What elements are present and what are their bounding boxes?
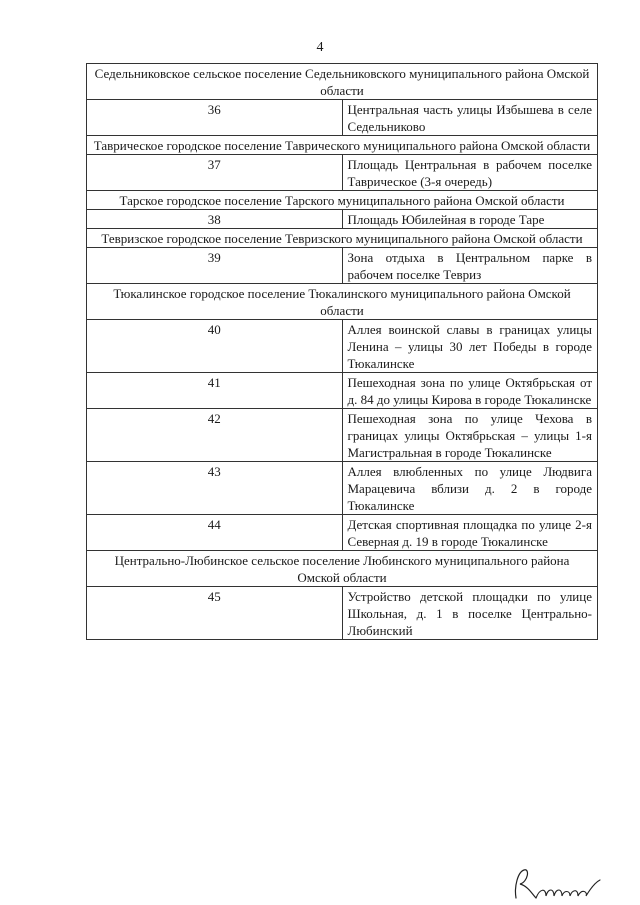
section-heading: Тарское городское поселение Тарского муниципального района Омской области <box>87 191 598 210</box>
section-row <box>87 229 598 248</box>
page-number: 4 <box>316 40 324 55</box>
row-number: 40 <box>87 320 343 373</box>
row-description: Аллея воинской славы в границах улицы Ленина – улицы 30 лет Победы в городе Тюкалинске <box>342 320 598 373</box>
row-number: 45 <box>87 587 343 640</box>
section-heading: Тевризское городское поселение Тевризского муниципального района Омской области <box>87 229 598 248</box>
row-description: Центральная часть улицы Избышева в селе Седельниково <box>342 100 598 136</box>
section-heading: Седельниковское сельское поселение Седельниковского муниципального района Омской области <box>87 64 598 100</box>
section-row <box>87 284 598 320</box>
row-description: Площадь Центральная в рабочем поселке Таврическое (3-я очередь) <box>342 155 598 191</box>
row-number: 37 <box>87 155 343 191</box>
row-number: 36 <box>87 100 343 136</box>
row-description: Пешеходная зона по улице Октябрьская от д. 84 до улицы Кирова в городе Тюкалинске <box>342 373 598 409</box>
table-body <box>87 64 598 640</box>
row-description: Детская спортивная площадка по улице 2-я Северная д. 19 в городе Тюкалинске <box>342 515 598 551</box>
section-heading: Центрально-Любинское сельское поселение Любинского муниципального района Омской области <box>87 551 598 587</box>
handwritten-signature <box>506 858 616 905</box>
row-description: Устройство детской площадки по улице Школьная, д. 1 в поселке Центрально-Любинский <box>342 587 598 640</box>
table-row <box>87 100 598 136</box>
row-description: Зона отдыха в Центральном парке в рабочем поселке Тевриз <box>342 248 598 284</box>
row-number: 42 <box>87 409 343 462</box>
row-description: Пешеходная зона по улице Чехова в границах улицы Октябрьская – улицы 1-я Магистральная в городе Тюкалинске <box>342 409 598 462</box>
section-row <box>87 551 598 587</box>
row-number: 39 <box>87 248 343 284</box>
table-row <box>87 210 598 229</box>
row-number: 43 <box>87 462 343 515</box>
table-row <box>87 462 598 515</box>
objects-table <box>86 63 598 640</box>
section-row <box>87 136 598 155</box>
row-number: 38 <box>87 210 343 229</box>
row-description: Аллея влюбленных по улице Людвига Марацевича вблизи д. 2 в городе Тюкалинске <box>342 462 598 515</box>
table-row <box>87 587 598 640</box>
table-row <box>87 373 598 409</box>
row-number: 44 <box>87 515 343 551</box>
table-row <box>87 248 598 284</box>
section-row <box>87 64 598 100</box>
section-heading: Тюкалинское городское поселение Тюкалинского муниципального района Омской области <box>87 284 598 320</box>
table-row <box>87 155 598 191</box>
table-row <box>87 320 598 373</box>
table-row <box>87 515 598 551</box>
section-row <box>87 191 598 210</box>
table-row <box>87 409 598 462</box>
row-description: Площадь Юбилейная в городе Таре <box>342 210 598 229</box>
row-number: 41 <box>87 373 343 409</box>
section-heading: Таврическое городское поселение Таврического муниципального района Омской области <box>87 136 598 155</box>
